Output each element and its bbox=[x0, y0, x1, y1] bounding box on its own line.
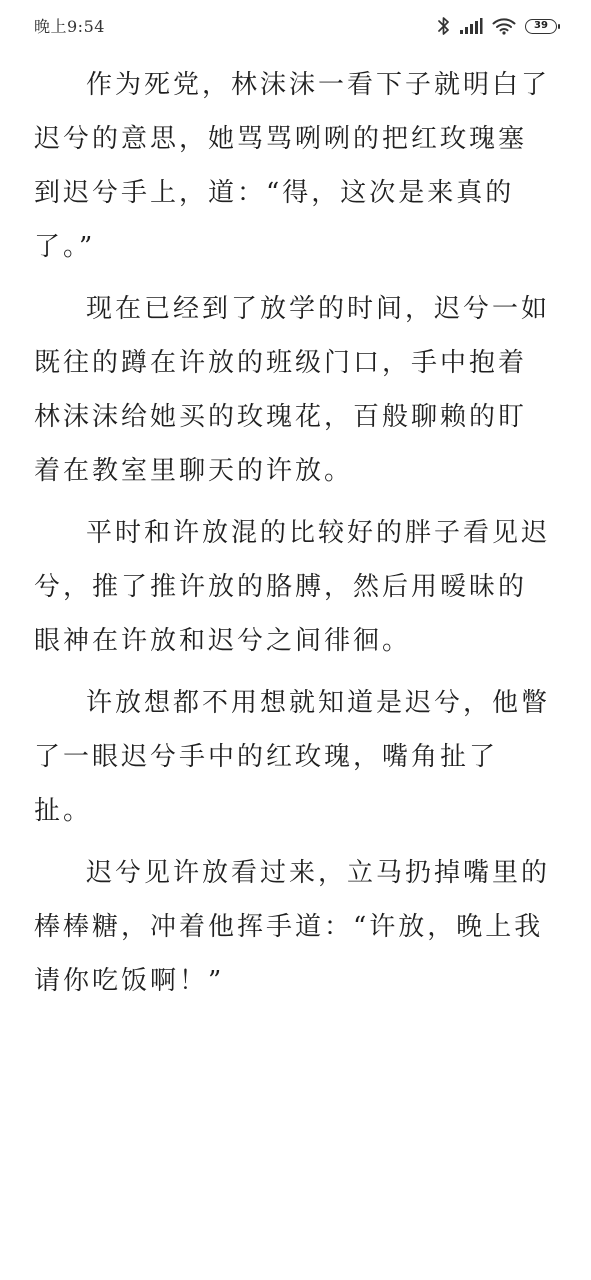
battery-level: 39 bbox=[534, 20, 548, 31]
cellular-signal-icon bbox=[459, 17, 483, 35]
paragraph-2: 现在已经到了放学的时间，迟兮一如既往的蹲在许放的班级门口，手中抱着林沫沫给她买的玫瑰花，百般聊赖的盯着在教室里聊天的许放。 bbox=[34, 294, 551, 486]
wifi-icon bbox=[492, 17, 516, 35]
status-bar bbox=[0, 0, 591, 52]
paragraph-1: 作为死党，林沫沫一看下子就明白了迟兮的意思，她骂骂咧咧的把红玫瑰塞到迟兮手上，道：“得，这次是来真的了。” bbox=[34, 70, 551, 262]
status-icons bbox=[438, 14, 557, 38]
paragraph-3: 平时和许放混的比较好的胖子看见迟兮，推了推许放的胳膊，然后用暧昧的眼神在许放和迟兮之间徘徊。 bbox=[34, 518, 551, 656]
paragraph-5: 迟兮见许放看过来，立马扔掉嘴里的棒棒糖，冲着他挥手道：“许放，晚上我请你吃饭啊！” bbox=[34, 858, 551, 996]
status-time: 晚上9:54 bbox=[34, 17, 105, 36]
battery-icon bbox=[525, 19, 557, 34]
bluetooth-icon bbox=[438, 16, 450, 36]
reader-content[interactable] bbox=[34, 58, 554, 1016]
paragraph-4: 许放想都不用想就知道是迟兮，他瞥了一眼迟兮手中的红玫瑰，嘴角扯了扯。 bbox=[34, 688, 551, 826]
